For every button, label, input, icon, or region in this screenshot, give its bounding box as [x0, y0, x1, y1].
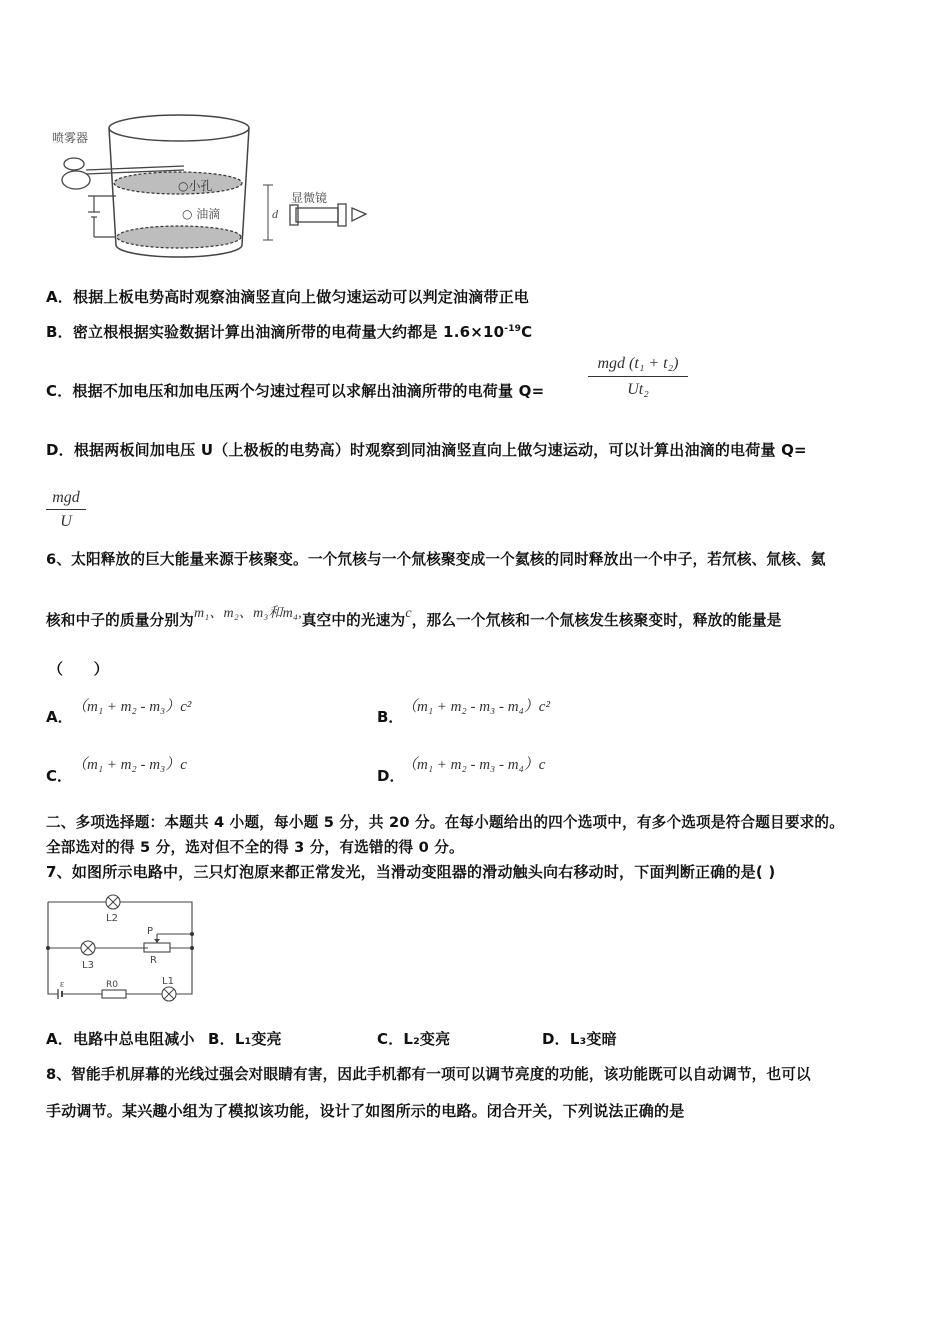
- q6-option-c-expr: （m₁ + m₂ - m₃）c: [72, 757, 187, 773]
- cylinder-top: [109, 115, 249, 141]
- q7-option-a: A．电路中总电阻减小: [46, 1030, 195, 1048]
- q5-option-a: A．根据上板电势高时观察油滴竖直向上做匀速运动可以判定油滴带正电: [46, 288, 530, 306]
- q6-light-speed: c: [405, 606, 412, 621]
- label-l3: L3: [82, 960, 94, 971]
- q6-answer-paren: （ ）: [48, 660, 109, 678]
- q6-option-d-label: D．: [377, 767, 405, 785]
- q6-option-b-expr: （m₁ + m₂ - m₃ - m₄）c²: [402, 699, 550, 715]
- q7-option-c: C．L₂变亮: [377, 1030, 451, 1048]
- lower-plate: [117, 226, 241, 248]
- q5-option-d: D．根据两板间加电压 U（上极板的电势高）时观察到同油滴竖直向上做匀速运动，可以计算出油滴的电荷量 Q=: [46, 441, 807, 459]
- q5-option-c-fraction: [588, 352, 688, 403]
- q7-option-d: D．L₃变暗: [542, 1030, 617, 1048]
- q5-option-d-fraction: [46, 487, 86, 534]
- drop-label: ○ 油滴: [182, 207, 221, 221]
- q6-stem-line1: 6、太阳释放的巨大能量来源于核聚变。一个氘核与一个氚核聚变成一个氦核的同时释放出一个中子，若氘核、氚核、氦: [46, 551, 826, 568]
- q6-stem-line2-a: 核和中子的质量分别为: [46, 612, 194, 629]
- label-l1: L1: [162, 976, 174, 987]
- q8-stem-line1: 8、智能手机屏幕的光线过强会对眼睛有害，因此手机都有一项可以调节亮度的功能，该功能既可以自动调节，也可以: [46, 1066, 811, 1083]
- q6-masses: m₁、m₂、m₃和m₄,: [193, 606, 302, 621]
- q7-option-b: B．L₁变亮: [208, 1030, 282, 1048]
- q6-stem-line2: [46, 606, 782, 630]
- label-p: P: [147, 926, 154, 937]
- q6-stem-line2-b: 真空中的光速为: [301, 612, 406, 629]
- resistor-r0: [102, 990, 126, 998]
- lamp-l2: [106, 895, 120, 909]
- q5-option-c-numerator: mgd (t₁ + t₂): [597, 355, 679, 372]
- q5-option-b-text: B．密立根根据实验数据计算出油滴所带的电荷量大约都是 1.6×10: [46, 323, 505, 341]
- hole-label: ○小孔: [178, 179, 213, 193]
- label-l2: L2: [106, 913, 118, 924]
- q7-stem: 7、如图所示电路中，三只灯泡原来都正常发光，当滑动变阻器的滑动触头向右移动时，下面判断正确的是( ): [46, 863, 776, 881]
- q8-stem-line2: 手动调节。某兴趣小组为了模拟该功能，设计了如图所示的电路。闭合开关，下列说法正确的是: [46, 1102, 685, 1120]
- section2-instruction-line2: 全部选对的得 5 分，选对但不全的得 3 分，有选错的得 0 分。: [46, 839, 464, 856]
- section2-instruction-line1: 二、多项选择题：本题共 4 小题，每小题 5 分，共 20 分。在每小题给出的四个选项中，有多个选项是符合题目要求的。: [46, 814, 844, 831]
- q7-circuit-diagram: [40, 892, 200, 1004]
- q5-option-b-unit: C: [521, 323, 533, 341]
- oil-drop-apparatus-figure: [50, 100, 380, 270]
- q5-option-c: C．根据不加电压和加电压两个匀速过程可以求解出油滴所带的电荷量 Q=: [46, 382, 545, 400]
- eye-icon: [352, 208, 366, 221]
- q5-option-d-numerator: mgd: [52, 489, 80, 506]
- microscope: [296, 208, 338, 222]
- label-r: R: [150, 955, 157, 966]
- d-label: d: [272, 207, 278, 221]
- q5-option-b: [46, 321, 532, 342]
- label-r0: R0: [106, 980, 118, 990]
- lamp-l1: [162, 987, 176, 1001]
- q6-option-b-label: B．: [377, 708, 404, 726]
- q5-option-c-denominator: Ut₂: [588, 376, 688, 403]
- microscope-label: 显微镜: [291, 191, 328, 205]
- q6-option-a-label: A．: [46, 708, 73, 726]
- q6-option-d-expr: （m₁ + m₂ - m₃ - m₄）c: [402, 757, 546, 773]
- sprayer-label: 喷雾器: [52, 131, 89, 145]
- q5-option-b-exponent: -19: [504, 324, 522, 334]
- q6-option-a-expr: （m₁ + m₂ - m₃）c²: [72, 699, 192, 715]
- label-emf: ε: [60, 979, 65, 990]
- lamp-l3: [81, 941, 95, 955]
- q6-option-c-label: C．: [46, 767, 73, 785]
- q5-option-d-denominator: U: [46, 509, 86, 534]
- q6-stem-line2-d: ，那么一个氘核和一个氚核发生核聚变时，释放的能量是: [411, 612, 782, 629]
